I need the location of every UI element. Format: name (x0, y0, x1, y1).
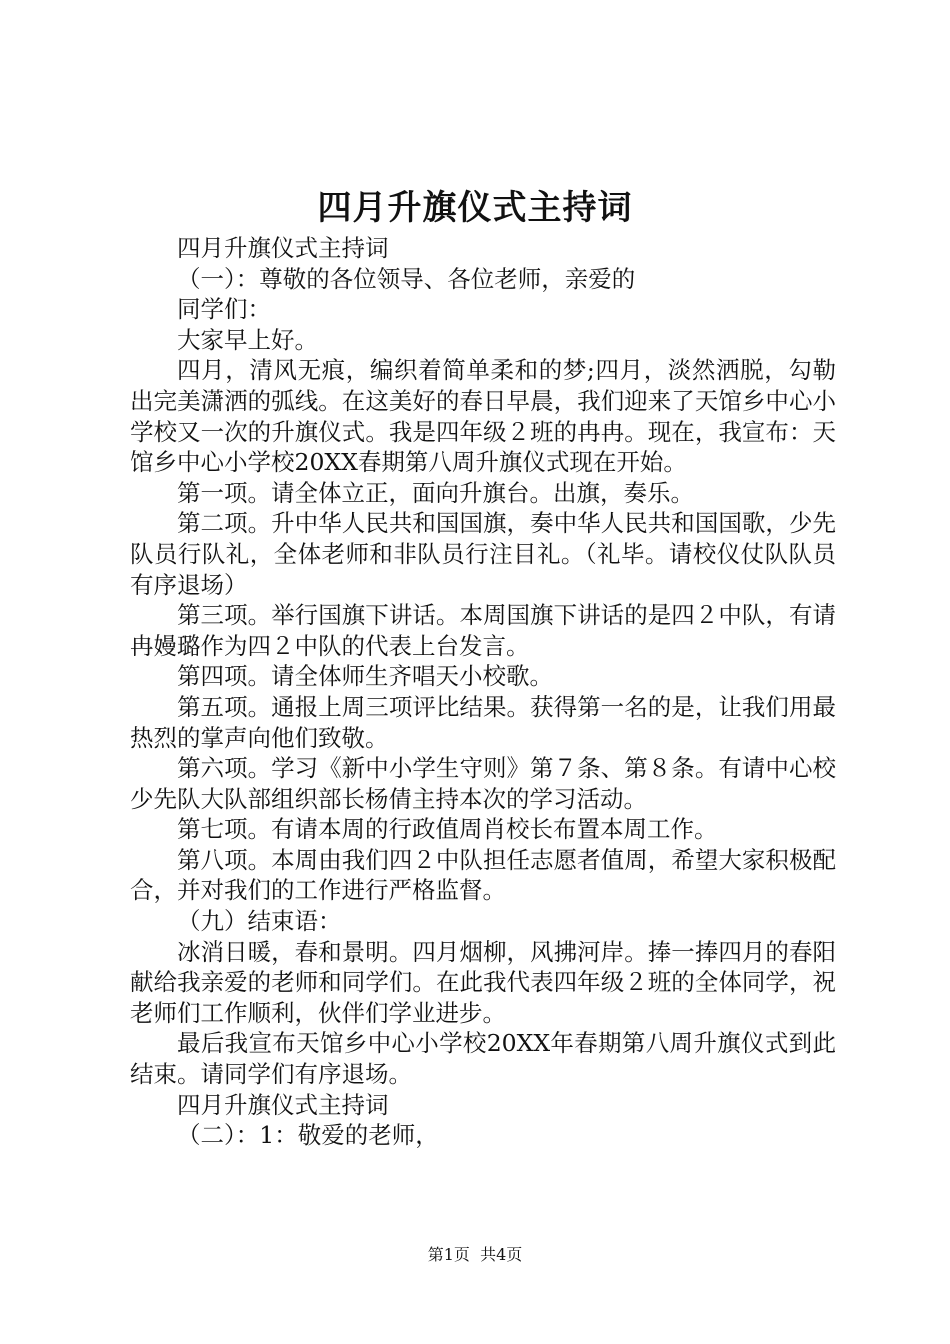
paragraph: 第七项。有请本周的行政值周肖校长布置本周工作。 (177, 815, 718, 844)
page-total: 共4页 (480, 1245, 523, 1264)
paragraph: （九）结束语： (177, 907, 342, 936)
paragraph: 四月，清风无痕，编织着简单柔和的梦;四月，淡然洒脱，勾勒出完美潇洒的弧线。在这美好的春日早晨，我们迎来了天馆乡中心小学校又一次的升旗仪式。我是四年级２班的冉冉。现在，我宣布：天馆乡中心小学校20XX春期第八周升旗仪式现在开始。 (130, 356, 836, 477)
paragraph: 冰消日暖，春和景明。四月烟柳，风拂河岸。捧一捧四月的春阳献给我亲爱的老师和同学们。在此我代表四年级２班的全体同学，祝老师们工作顺利，伙伴们学业进步。 (130, 937, 836, 1027)
paragraph: 第八项。本周由我们四２中队担任志愿者值周，希望大家积极配合，并对我们的工作进行严格监督。 (130, 845, 836, 905)
page-title: 四月升旗仪式主持词 (317, 188, 633, 228)
paragraph: 第三项。举行国旗下讲话。本周国旗下讲话的是四２中队，有请冉嫚璐作为四２中队的代表上台发言。 (130, 601, 836, 660)
paragraph: 最后我宣布天馆乡中心小学校20XX年春期第八周升旗仪式到此结束。请同学们有序退场。 (130, 1029, 836, 1089)
paragraph: 同学们： (177, 295, 271, 324)
paragraph: 第一项。请全体立正，面向升旗台。出旗，奏乐。 (177, 478, 694, 507)
paragraph: （一）：尊敬的各位领导、各位老师，亲爱的 (177, 264, 636, 293)
document-body (130, 233, 836, 1151)
paragraph: 第六项。学习《新中小学生守则》第７条、第８条。有请中心校少先队大队部组织部长杨倩主持本次的学习活动。 (130, 754, 836, 813)
page-footer (0, 1244, 950, 1266)
paragraph: 第四项。请全体师生齐唱天小校歌。 (177, 662, 553, 691)
paragraph: （二）：1：敬爱的老师， (177, 1121, 439, 1150)
paragraph: 四月升旗仪式主持词 (177, 1090, 389, 1119)
paragraph: 大家早上好。 (177, 325, 318, 354)
paragraph: 第五项。通报上周三项评比结果。获得第一名的是，让我们用最热烈的掌声向他们致敬。 (130, 692, 836, 752)
paragraph: 四月升旗仪式主持词 (177, 234, 389, 262)
page-number: 第1页 (427, 1245, 470, 1264)
paragraph: 第二项。升中华人民共和国国旗，奏中华人民共和国国歌，少先队员行队礼，全体老师和非队员行注目礼。（礼毕。请校仪仗队队员有序退场） (130, 509, 836, 599)
